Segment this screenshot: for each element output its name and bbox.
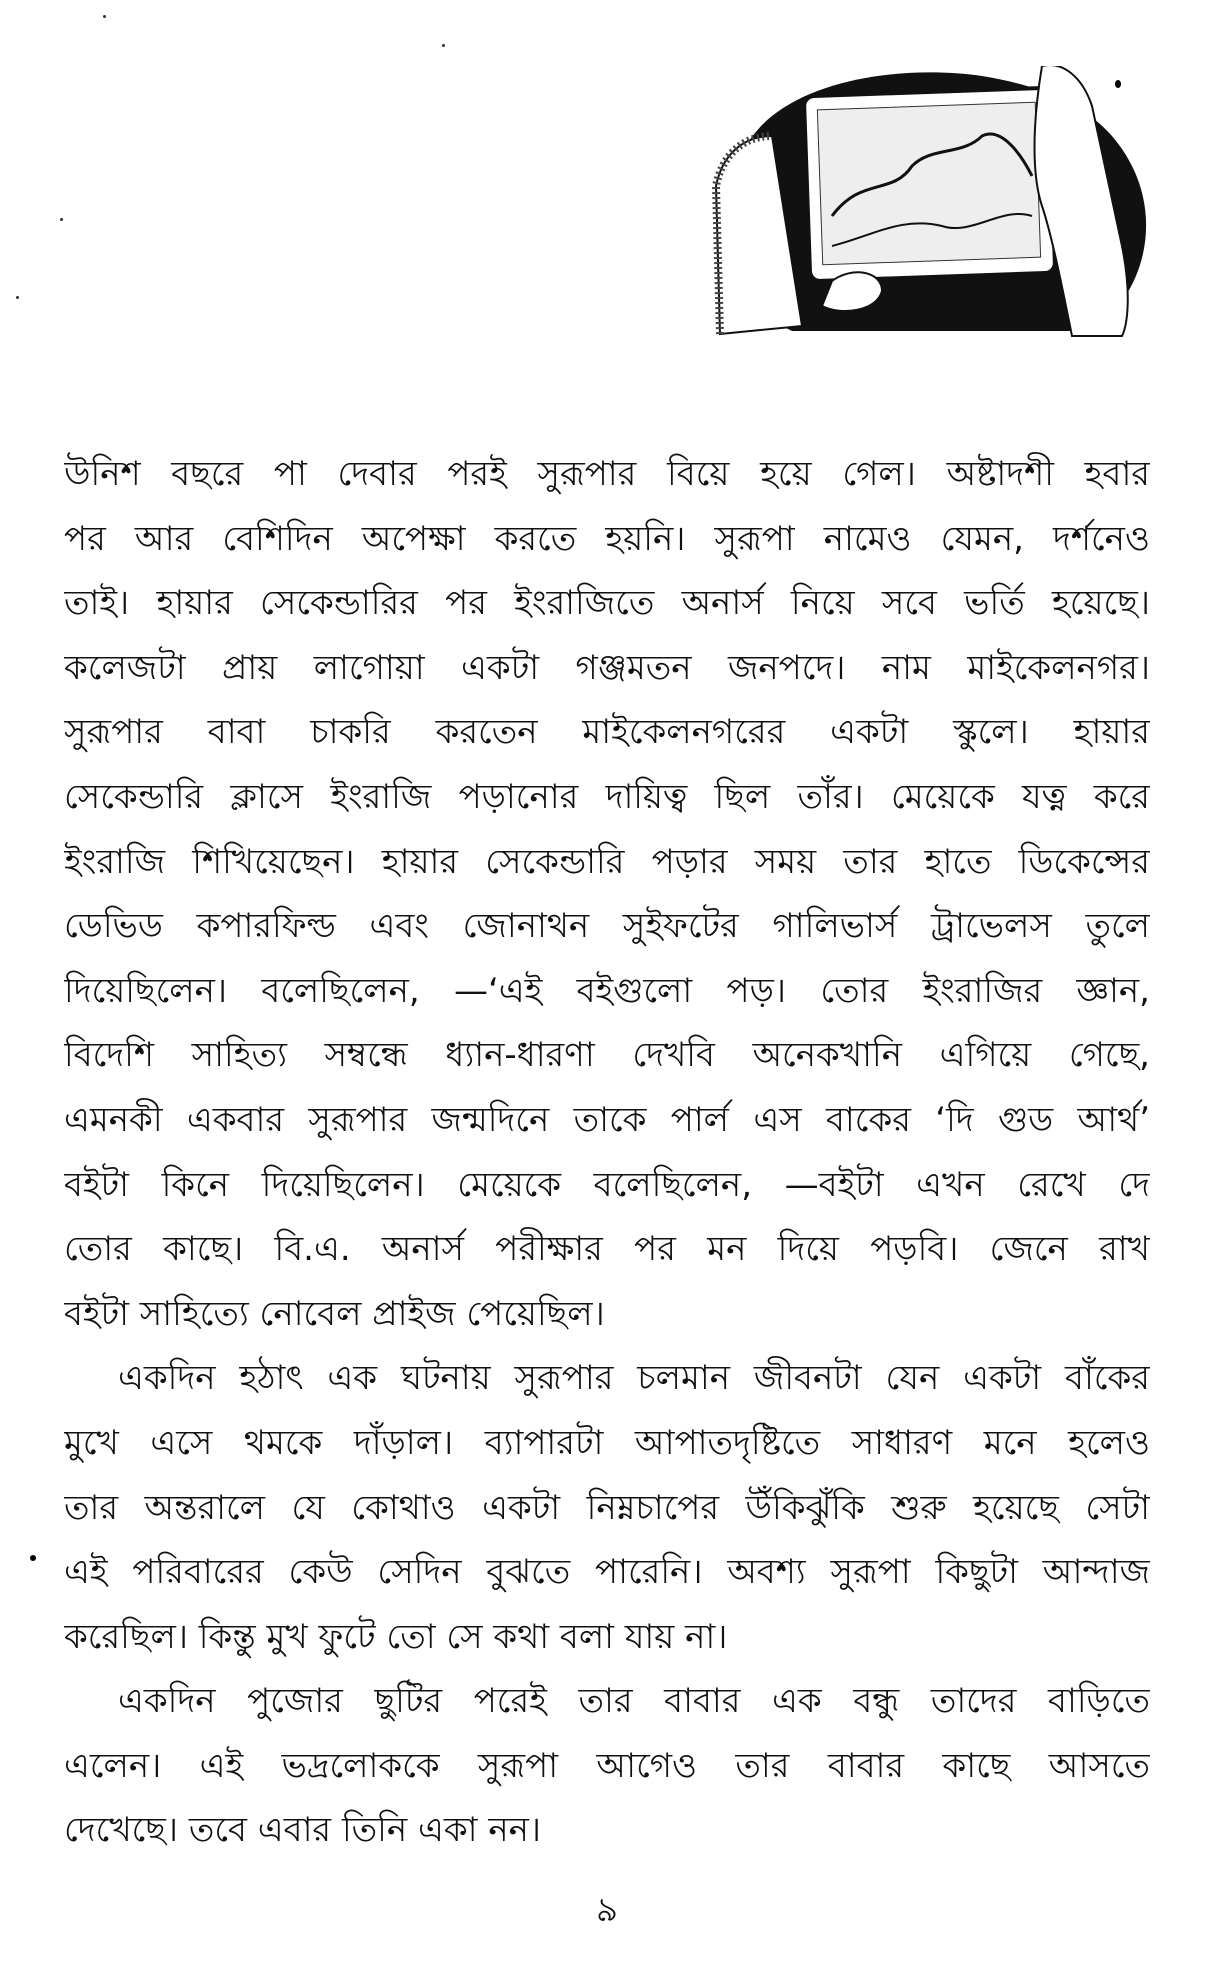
text-line: বইটা সাহিত্যে নোবেল প্রাইজ পেয়েছিল।	[64, 1293, 605, 1334]
text-line: সুরূপার বাবা চাকরি করতেন মাইকেলনগরের একটা স্কুলে। হায়ার	[64, 712, 1150, 753]
text-line: ইংরাজি শিখিয়েছেন। হায়ার সেকেন্ডারি পড়ার সময় তার হাতে ডিকেন্সের	[64, 841, 1150, 882]
scan-speck	[16, 296, 19, 299]
scan-speck	[60, 218, 63, 221]
text-line: বিদেশি সাহিত্য সম্বন্ধে ধ্যান-ধারণা দেখবি অনেকখানি এগিয়ে গেছে,	[64, 1035, 1150, 1076]
hands-holding-phone-illustration	[712, 66, 1164, 338]
text-line: তোর কাছে। বি.এ. অনার্স পরীক্ষার পর মন দিয়ে পড়বি। জেনে রাখ	[64, 1229, 1150, 1270]
text-line: দিয়েছিলেন। বলেছিলেন, —‘এই বইগুলো পড়। তোর ইংরাজির জ্ঞান,	[64, 970, 1150, 1011]
text-line: করেছিল। কিন্তু মুখ ফুটে তো সে কথা বলা যায় না।	[64, 1616, 728, 1657]
text-line: পর আর বেশিদিন অপেক্ষা করতে হয়নি। সুরূপা নামেও যেমন, দর্শনেও	[64, 518, 1150, 559]
text-line: এই পরিবারের কেউ সেদিন বুঝতে পারেনি। অবশ্য সুরূপা কিছুটা আন্দাজ	[64, 1552, 1150, 1593]
text-line: এলেন। এই ভদ্রলোককে সুরূপা আগেও তার বাবার কাছে আসতে	[64, 1745, 1150, 1786]
scan-speck	[30, 1555, 36, 1561]
scan-speck	[103, 15, 106, 18]
body-text	[64, 442, 1150, 1863]
scan-speck	[442, 44, 445, 47]
page-number: ৯	[595, 1890, 619, 1930]
text-line: বইটা কিনে দিয়েছিলেন। মেয়েকে বলেছিলেন, —বইটা এখন রেখে দে	[64, 1164, 1150, 1205]
text-line: তার অন্তরালে যে কোথাও একটা নিম্নচাপের উঁকিঝুঁকি শুরু হয়েছে সেটা	[64, 1487, 1150, 1528]
text-line: এমনকী একবার সুরূপার জন্মদিনে তাকে পার্ল এস বাকের ‘দি গুড আর্থ’	[64, 1099, 1150, 1140]
text-line: একদিন হঠাৎ এক ঘটনায় সুরূপার চলমান জীবনটা যেন একটা বাঁকের	[118, 1358, 1150, 1399]
text-line: উনিশ বছরে পা দেবার পরই সুরূপার বিয়ে হয়ে গেল। অষ্টাদশী হবার	[64, 454, 1150, 494]
scan-speck	[1115, 80, 1121, 88]
hands-holding-phone-icon	[712, 66, 1164, 338]
text-line: ডেভিড কপারফিল্ড এবং জোনাথন সুইফটের গালিভার্স ট্রাভেলস তুলে	[64, 906, 1150, 947]
text-line: একদিন পুজোর ছুটির পরেই তার বাবার এক বন্ধু তাদের বাড়িতে	[118, 1681, 1150, 1722]
text-line: সেকেন্ডারি ক্লাসে ইংরাজি পড়ানোর দায়িত্ব ছিল তাঁর। মেয়েকে যত্ন করে	[64, 776, 1150, 817]
text-line: মুখে এসে থমকে দাঁড়াল। ব্যাপারটা আপাতদৃষ্টিতে সাধারণ মনে হলেও	[64, 1422, 1150, 1463]
text-line: কলেজটা প্রায় লাগোয়া একটা গঞ্জমতন জনপদে। নাম মাইকেলনগর।	[64, 647, 1150, 688]
text-line: তাই। হায়ার সেকেন্ডারির পর ইংরাজিতে অনার্স নিয়ে সবে ভর্তি হয়েছে।	[64, 583, 1150, 624]
text-line: দেখেছে। তবে এবার তিনি একা নন।	[64, 1810, 542, 1851]
